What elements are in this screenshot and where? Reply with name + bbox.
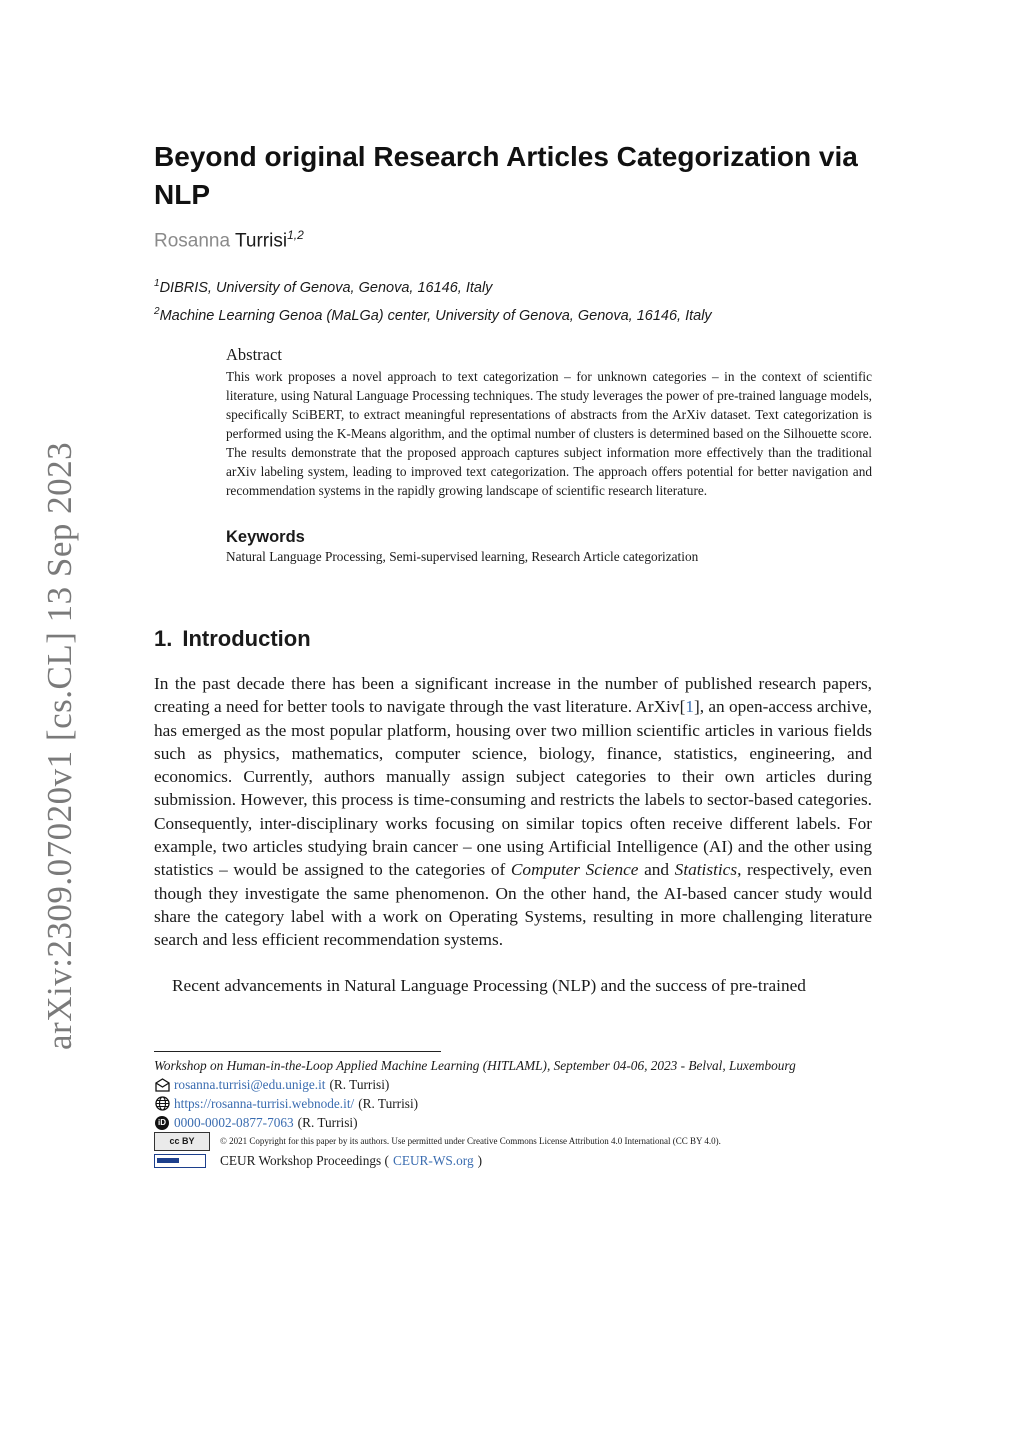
keywords-block	[226, 528, 872, 566]
abstract-heading: Abstract	[226, 345, 282, 364]
envelope-icon	[154, 1077, 170, 1093]
ceur-link[interactable]: CEUR-WS.org	[392, 1153, 474, 1168]
keywords-heading: Keywords	[226, 528, 305, 546]
orcid-line: iD 0000-0002-0877-7063 (R. Turrisi)	[154, 1113, 874, 1132]
website-link[interactable]: https://rosanna-turrisi.webnode.it/	[174, 1096, 355, 1111]
abstract-block	[226, 345, 872, 500]
author-line	[154, 228, 304, 252]
section-heading	[154, 626, 311, 652]
author-first-name: Rosanna	[154, 230, 231, 252]
cc-by-badge-icon: cc BY	[154, 1132, 210, 1151]
affiliation-2: $^2$Machine Learning Genoa (MaLGa) center, University of Genova, Genova, 16146, Italy	[154, 305, 712, 324]
ceur-line: CEUR Workshop Proceedings ( CEUR-WS.org )	[154, 1151, 874, 1170]
email-line: rosanna.turrisi@edu.unige.it (R. Turrisi)	[154, 1075, 874, 1094]
orcid-icon: iD	[154, 1115, 170, 1131]
footnote-divider	[154, 1051, 441, 1052]
footnotes	[154, 1056, 874, 1170]
section-title: Introduction	[182, 626, 311, 651]
website-line: https://rosanna-turrisi.webnode.it/ (R. Turrisi)	[154, 1094, 874, 1113]
introduction-text	[154, 672, 872, 997]
citation-link[interactable]: 1	[685, 697, 694, 717]
section-number: 1.	[154, 626, 173, 651]
affiliation-1: $^1$DIBRIS, University of Genova, Genova, 16146, Italy	[154, 278, 493, 296]
intro-paragraph-1: In the past decade there has been a significant increase in the number of published research papers, creating a need for better tools to navigate through the vast literature. ArXiv[1], an open-access archive, has emerged as the most popular platform, housing over two million scientific articles in various fields such as physics, mathematics, computer science, biology, finance, statistics, engineering, and economics. Currently, authors manually assign subject categories to their own articles during submission. However, this process is time-consuming and restricts the labels to sector-based categories. Consequently, inter-disciplinary works focusing on similar topics often receive different labels. For example, two articles studying brain cancer – one using Artificial Intelligence (AI) and the other using statistics – would be assigned to the categories of Computer Science and Statistics, respectively, even though they investigate the same phenomenon. On the other hand, the AI-based cancer study would share the category label with a work on Operating Systems, resulting in more challenging literature search and less efficient recommendation systems.	[154, 674, 872, 950]
copyright-line	[154, 1132, 874, 1151]
intro-paragraph-2: Recent advancements in Natural Language Processing (NLP) and the success of pre-trained	[172, 975, 806, 995]
orcid-link[interactable]: 0000-0002-0877-7063	[174, 1115, 294, 1130]
paper-title: Beyond original Research Articles Categorization via NLP	[154, 141, 858, 210]
author-affil-sup: 1,2	[287, 228, 304, 242]
email-link[interactable]: rosanna.turrisi@edu.unige.it	[174, 1077, 326, 1092]
affiliations	[154, 272, 712, 328]
workshop-note: Workshop on Human-in-the-Loop Applied Machine Learning (HITLAML), September 04-06, 2023 - Belval, Luxembourg	[154, 1058, 796, 1073]
copyright-text: © 2021 Copyright for this paper by its authors. Use permitted under Creative Commons License Attribution 4.0 International (CC BY 4.0).	[220, 1136, 721, 1146]
author-last-name: Turrisi	[235, 230, 288, 252]
abstract-body: This work proposes a novel approach to text categorization – for unknown categories – in the context of scientific literature, using Natural Language Processing techniques. The study leverages the power of pre-trained language models, specifically SciBERT, to extract meaningful representations of abstracts from the ArXiv dataset. Text categorization is performed using the K-Means algorithm, and the optimal number of clusters is determined based on the Silhouette score. The results demonstrate that the proposed approach captures subject information more effectively than the traditional arXiv labeling system, leading to improved text categorization. The approach offers potential for better navigation and recommendation systems in the rapidly growing landscape of scientific research literature.	[226, 369, 872, 498]
arxiv-watermark: arXiv:2309.07020v1 [cs.CL] 13 Sep 2023	[40, 441, 79, 1050]
globe-icon	[154, 1096, 170, 1112]
ceur-logo-icon	[154, 1154, 206, 1168]
keywords-body: Natural Language Processing, Semi-supervised learning, Research Article categorization	[226, 549, 699, 564]
